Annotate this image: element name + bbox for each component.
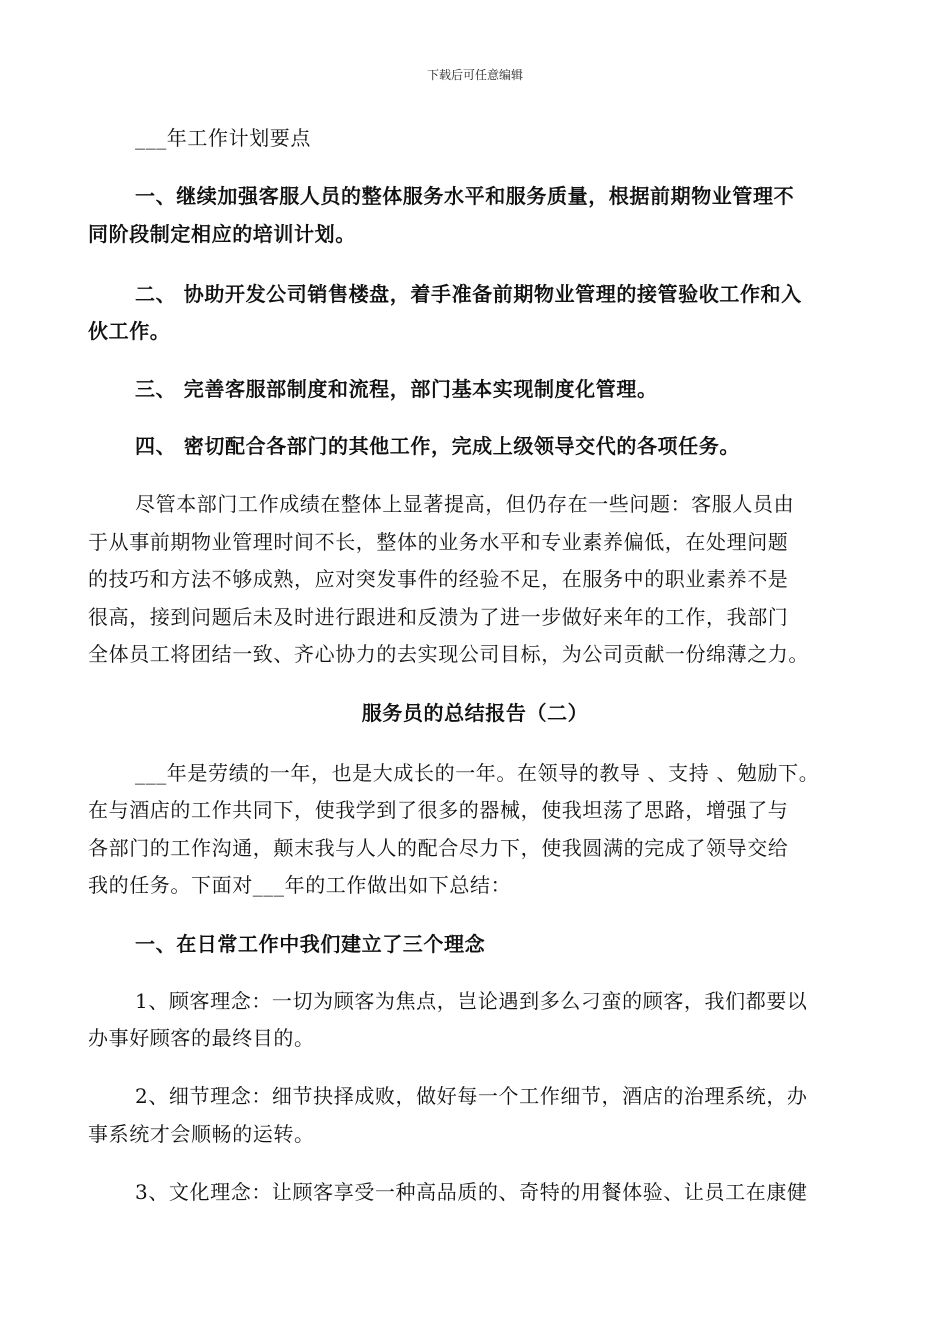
plan-title: ___年工作计划要点 [135, 126, 311, 150]
concept-2-line-2: 事系统才会顺畅的运转。 [88, 1122, 315, 1146]
issues-paragraph-line-3: 的技巧和方法不够成熟，应对突发事件的经验不足，在服务中的职业素养不是 [88, 567, 789, 591]
concept-3-line-1: 3、文化理念：让顾客享受一种高品质的、奇特的用餐体验、让员工在康健 [135, 1180, 808, 1204]
report-intro-line-3: 各部门的工作沟通，颠末我与人人的配合尽力下，使我圆满的完成了领导交给 [88, 836, 789, 860]
issues-paragraph-line-1: 尽管本部门工作成绩在整体上显著提高，但仍存在一些问题：客服人员由 [135, 492, 795, 516]
concept-1-line-2: 办事好顾客的最终目的。 [88, 1026, 315, 1050]
report-intro-line-4: 我的任务。下面对___年的工作做出如下总结： [88, 873, 512, 897]
plan-point-2-line-1: 二、 协助开发公司销售楼盘，着手准备前期物业管理的接管验收工作和入 [135, 282, 802, 306]
report-heading: 服务员的总结报告（二） [361, 701, 589, 725]
page-header-note: 下载后可任意编辑 [426, 68, 523, 82]
plan-point-3: 三、 完善客服部制度和流程，部门基本实现制度化管理。 [135, 377, 658, 401]
issues-paragraph-line-4: 很高，接到问题后未及时进行跟进和反溃为了进一步做好来年的工作，我部门 [88, 605, 789, 629]
issues-paragraph-line-5: 全体员工将团结一致、齐心协力的去实现公司目标，为公司贡献一份绵薄之力。 [88, 642, 809, 666]
report-intro-line-2: 在与酒店的工作共同下，使我学到了很多的器械，使我坦荡了思路，增强了与 [88, 798, 789, 822]
concept-1-line-1: 1、顾客理念：一切为顾客为焦点，岂论遇到多么刁蛮的顾客，我们都要以 [135, 989, 808, 1013]
plan-point-1-line-2: 同阶段制定相应的培训计划。 [88, 222, 356, 246]
report-intro-line-1: ___年是劳绩的一年，也是大成长的一年。在领导的教导 、支持 、勉励下。 [135, 761, 820, 785]
concept-2-line-1: 2、细节理念：细节抉择成败，做好每一个工作细节，酒店的治理系统，办 [135, 1084, 808, 1108]
section-heading-concepts: 一、在日常工作中我们建立了三个理念 [135, 932, 486, 956]
plan-point-4: 四、 密切配合各部门的其他工作，完成上级领导交代的各项任务。 [135, 434, 740, 458]
plan-point-1-line-1: 一、继续加强客服人员的整体服务水平和服务质量，根据前期物业管理不 [135, 184, 795, 208]
plan-point-2-line-2: 伙工作。 [88, 319, 171, 343]
issues-paragraph-line-2: 于从事前期物业管理时间不长，整体的业务水平和专业素养偏低，在处理问题 [88, 530, 789, 554]
